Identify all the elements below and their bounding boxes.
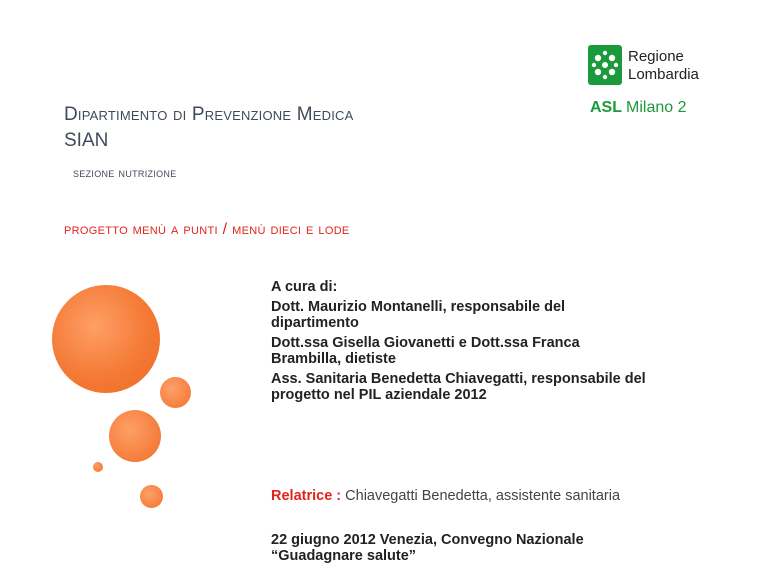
decorative-circle-medium [109,410,161,462]
event-line: 22 giugno 2012 Venezia, Convegno Nazionale [271,532,584,548]
event-line: “Guadagnare salute” [271,548,417,564]
credit-line: Dott. Maurizio Montanelli, responsabile del [271,299,566,315]
unit-title: SIAN [64,130,109,151]
credits-heading: A cura di: [271,279,338,295]
event-info [271,532,751,564]
section-subtitle: sezione nutrizione [73,165,177,180]
credit-line: Ass. Sanitaria Benedetta Chiavegatti, responsabile del [271,371,646,387]
credit-line: Brambilla, dietiste [271,351,396,367]
decorative-circle-small [160,377,191,408]
credit-line: dipartimento [271,315,359,331]
credit-line: Dott.ssa Gisella Giovanetti e Dott.ssa Franca [271,335,580,351]
asl-text: ASL [590,99,622,116]
regione-lombardia-logo [578,45,708,120]
decorative-circle-large [52,285,160,393]
asl-label [590,99,686,117]
logo-text-lombardia: Lombardia [628,66,699,83]
credit-line: progetto nel PIL aziendale 2012 [271,387,487,403]
lombardia-rose-icon [588,45,622,85]
logo-text-regione: Regione [628,48,684,65]
credits-block [271,279,741,403]
project-title: progetto menù a punti / menù dieci e lode [64,221,350,238]
asl-sub-text: Milano 2 [626,99,687,116]
department-title: Dipartimento di Prevenzione Medica [64,104,354,125]
speaker-line [271,487,751,505]
speaker-name: Chiavegatti Benedetta, assistente sanitaria [345,488,621,504]
speaker-label: Relatrice : [271,488,342,504]
decorative-circle-tiny [93,462,103,472]
decorative-circle-small-bottom [140,485,163,508]
